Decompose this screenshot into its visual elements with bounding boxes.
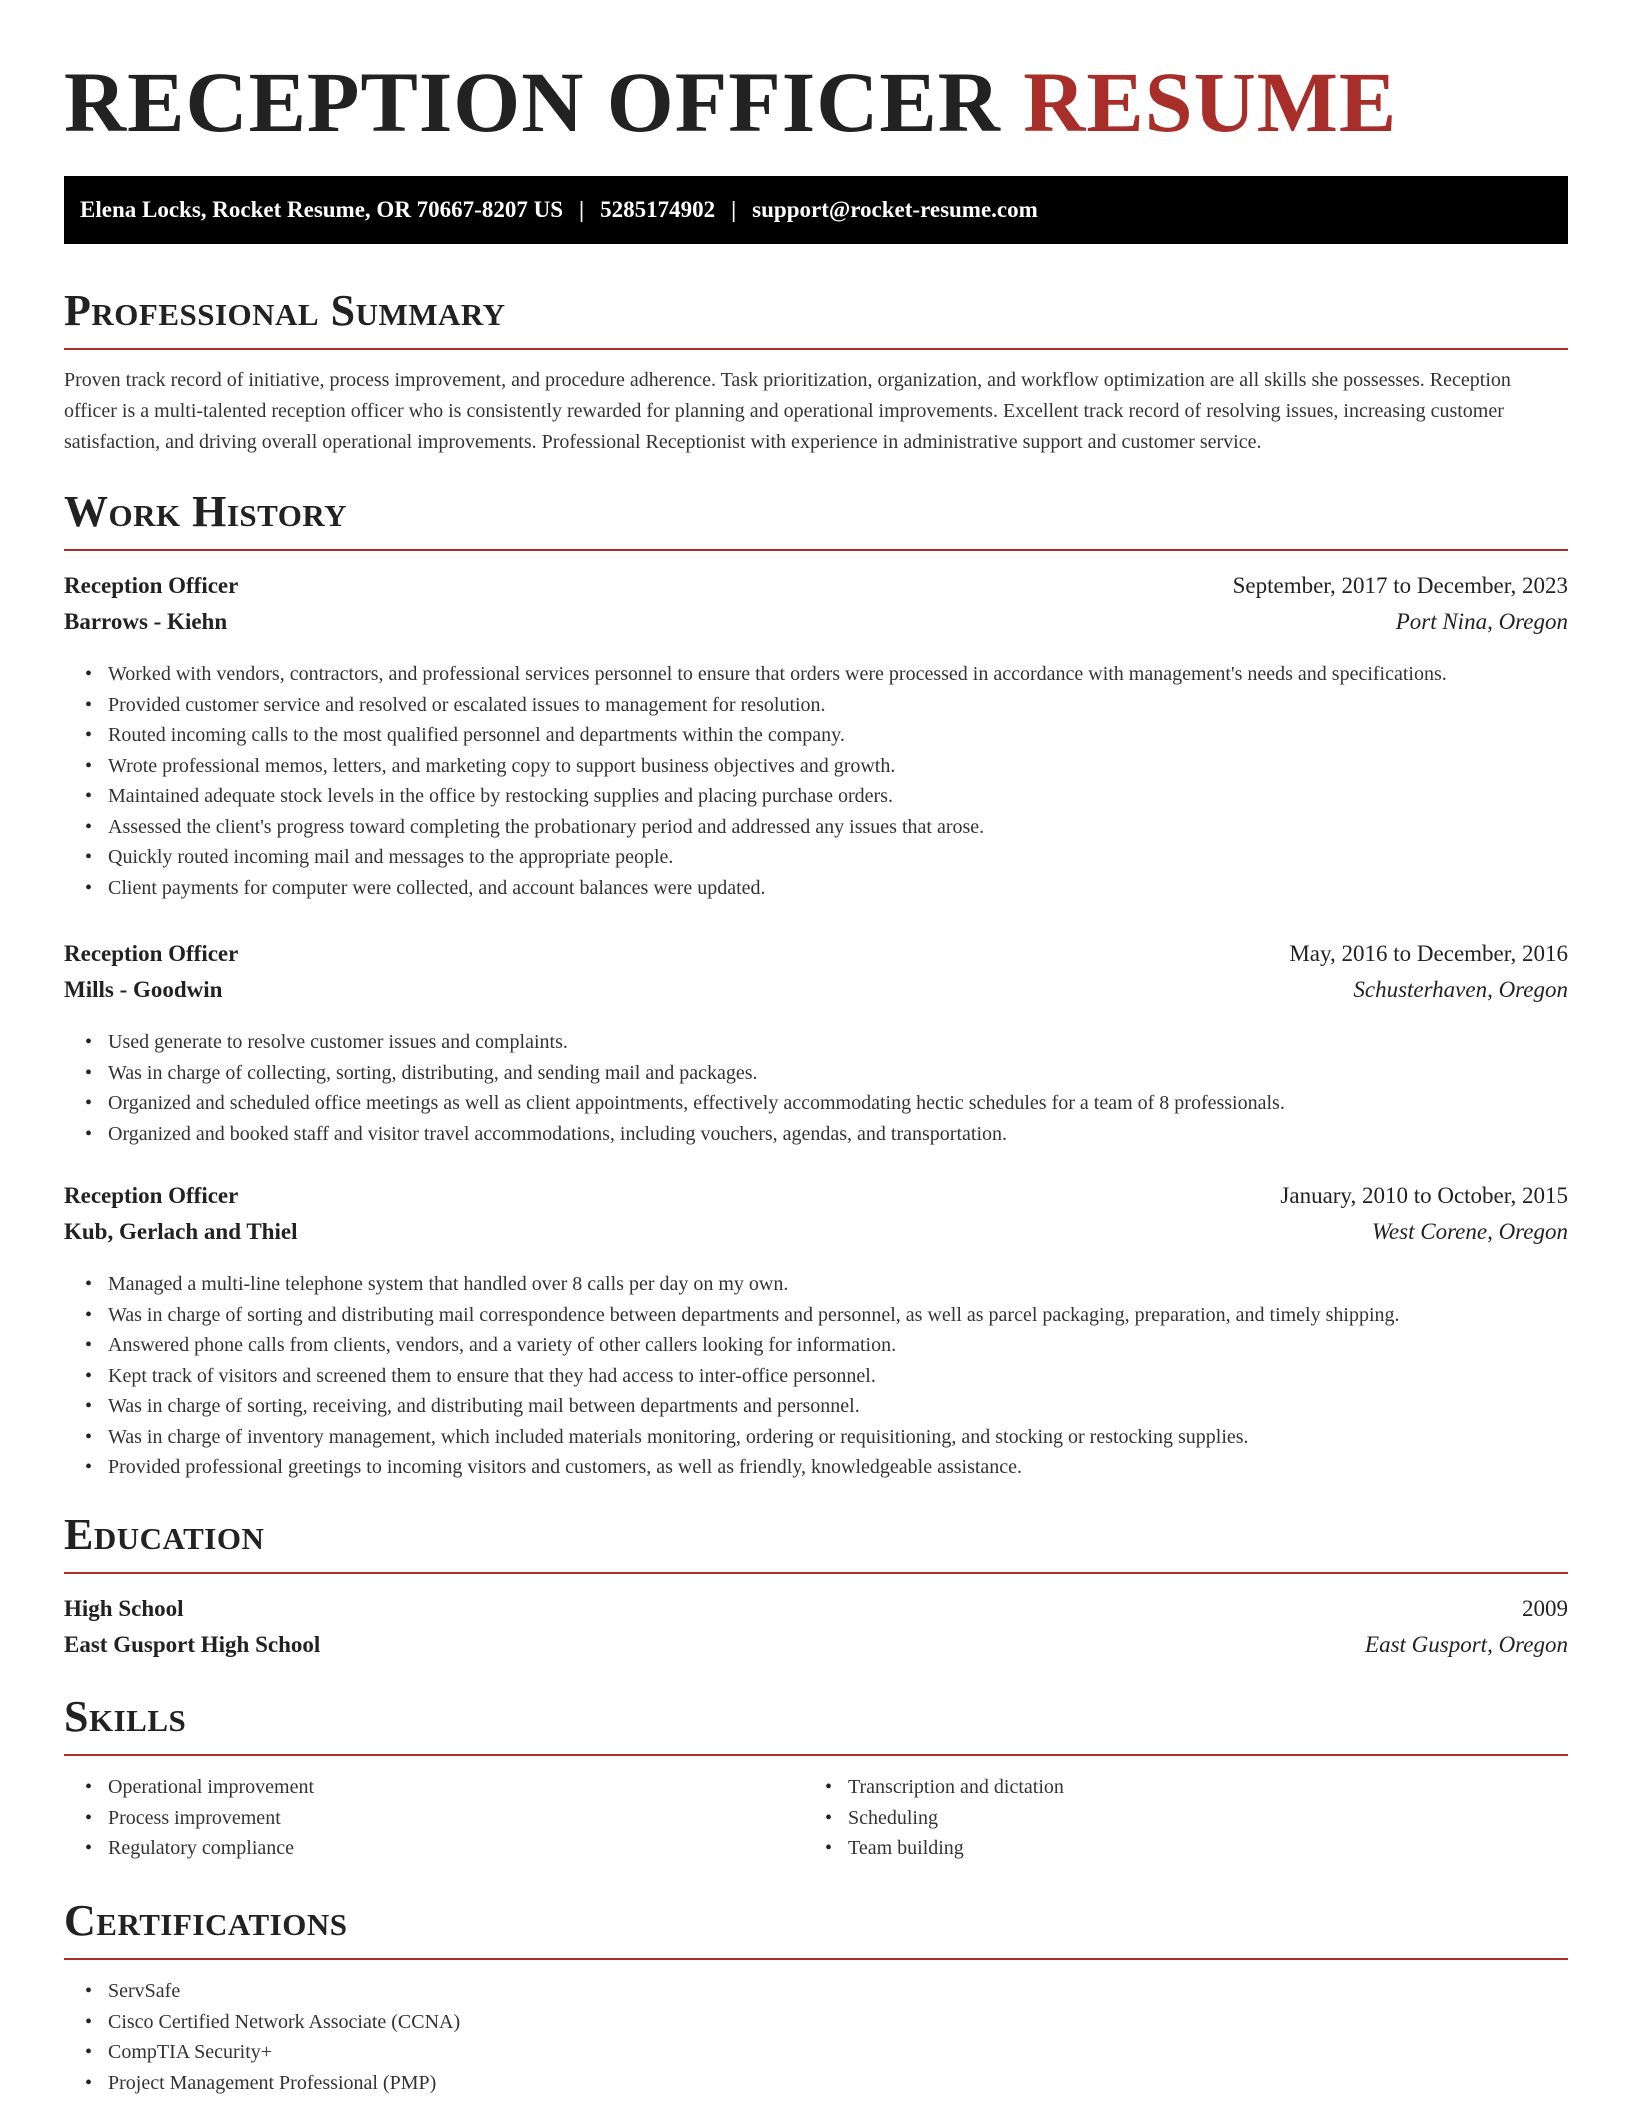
job-1-duties <box>64 659 1447 903</box>
education-heading: Education <box>64 1510 265 1559</box>
education-location: East Gusport, Oregon <box>1365 1632 1568 1657</box>
duty-item: • Managed a multi-line telephone system that handled over 8 calls per day on my own. <box>108 1269 1400 1300</box>
work-history-heading: Work History <box>64 487 348 536</box>
duty-item: • Organized and booked staff and visitor travel accommodations, including vouchers, agendas, and transportation. <box>108 1119 1285 1150</box>
certifications-list <box>64 1976 460 2098</box>
title-accent: RESUME <box>1023 54 1398 150</box>
duty-item: • Routed incoming calls to the most qualified personnel and departments within the company. <box>108 720 1447 751</box>
job-3-duties <box>64 1269 1400 1483</box>
duty-item: • Provided professional greetings to incoming visitors and customers, as well as friendly, knowledgeable assistance. <box>108 1452 1400 1483</box>
education-year: 2009 <box>1522 1596 1568 1621</box>
skill-item: • Operational improvement <box>108 1772 314 1803</box>
duty-item: • Used generate to resolve customer issues and complaints. <box>108 1027 1285 1058</box>
duty-item: • Quickly routed incoming mail and messages to the appropriate people. <box>108 842 1447 873</box>
education-school-row <box>64 1627 1568 1663</box>
summary-text: Proven track record of initiative, process improvement, and procedure adherence. Task prioritization, organization, and workflow optimization are all skills she possesses. Reception officer is a multi-talented reception officer who is consistently rewarded for planning and operational improvements. Excellent track record of resolving issues, increasing customer satisfaction, and driving overall operational improvements. Professional Receptionist with experience in administrative support and customer service. <box>64 369 1511 453</box>
job-location: West Corene, Oregon <box>1371 1219 1568 1244</box>
summary-heading: Professional Summary <box>64 286 506 335</box>
duty-item: • Was in charge of collecting, sorting, distributing, and sending mail and packages. <box>108 1058 1285 1089</box>
duty-item: • Client payments for computer were collected, and account balances were updated. <box>108 873 1447 904</box>
duty-item: • Kept track of visitors and screened them to ensure that they had access to inter-office personnel. <box>108 1361 1400 1392</box>
duty-item: • Worked with vendors, contractors, and professional services personnel to ensure that orders were processed in accordance with management's needs and specifications. <box>108 659 1447 690</box>
job-2-company-row <box>64 972 1568 1008</box>
job-title: Reception Officer <box>64 1183 239 1208</box>
skill-item: • Process improvement <box>108 1803 314 1834</box>
certification-item: • ServSafe <box>108 1976 460 2007</box>
duty-item: • Wrote professional memos, letters, and marketing copy to support business objectives and growth. <box>108 751 1447 782</box>
duty-item: • Answered phone calls from clients, vendors, and a variety of other callers looking for information. <box>108 1330 1400 1361</box>
certification-item: • Cisco Certified Network Associate (CCNA) <box>108 2007 460 2038</box>
duty-item: • Provided customer service and resolved or escalated issues to management for resolution. <box>108 690 1447 721</box>
job-title: Reception Officer <box>64 573 239 598</box>
job-company: Kub, Gerlach and Thiel <box>64 1219 298 1244</box>
certifications-divider <box>64 1958 1568 1960</box>
job-company: Barrows - Kiehn <box>64 609 228 634</box>
job-3-title-row <box>64 1178 1568 1214</box>
education-school: East Gusport High School <box>64 1632 321 1657</box>
contact-email: support@rocket-resume.com <box>752 197 1038 222</box>
job-3-company-row <box>64 1214 1568 1250</box>
contact-bar <box>64 176 1568 244</box>
job-dates: May, 2016 to December, 2016 <box>1289 941 1568 966</box>
skills-list-right <box>804 1772 1064 1864</box>
duty-item: • Maintained adequate stock levels in the office by restocking supplies and placing purchase orders. <box>108 781 1447 812</box>
skills-list-left <box>64 1772 314 1864</box>
education-degree: High School <box>64 1596 184 1621</box>
duty-item: • Was in charge of inventory management, which included materials monitoring, ordering or requisitioning, and stocking or restocking supplies. <box>108 1422 1400 1453</box>
job-dates: September, 2017 to December, 2023 <box>1232 573 1568 598</box>
resume-title <box>64 52 1397 152</box>
skill-item: • Scheduling <box>848 1803 1064 1834</box>
certifications-heading: Certifications <box>64 1896 348 1945</box>
skills-divider <box>64 1754 1568 1756</box>
skill-item: • Team building <box>848 1833 1064 1864</box>
job-location: Port Nina, Oregon <box>1395 609 1568 634</box>
education-divider <box>64 1572 1568 1574</box>
title-main: RECEPTION OFFICER <box>64 54 1001 150</box>
job-title: Reception Officer <box>64 941 239 966</box>
contact-separator: | <box>731 197 737 222</box>
job-dates: January, 2010 to October, 2015 <box>1280 1183 1568 1208</box>
skills-heading: Skills <box>64 1692 187 1741</box>
job-2-title-row <box>64 936 1568 972</box>
contact-phone: 5285174902 <box>600 197 716 222</box>
duty-item: • Was in charge of sorting and distributing mail correspondence between departments and personnel, as well as parcel packaging, preparation, and timely shipping. <box>108 1300 1400 1331</box>
summary-divider <box>64 348 1568 350</box>
job-2-duties <box>64 1027 1285 1149</box>
job-1-title-row <box>64 568 1568 604</box>
contact-name-address: Elena Locks, Rocket Resume, OR 70667-8207 US <box>80 197 563 222</box>
certification-item: • Project Management Professional (PMP) <box>108 2068 460 2099</box>
job-location: Schusterhaven, Oregon <box>1353 977 1568 1002</box>
job-1-company-row <box>64 604 1568 640</box>
certification-item: • CompTIA Security+ <box>108 2037 460 2068</box>
skill-item: • Regulatory compliance <box>108 1833 314 1864</box>
skill-item: • Transcription and dictation <box>848 1772 1064 1803</box>
contact-separator: | <box>579 197 585 222</box>
education-degree-row <box>64 1591 1568 1627</box>
duty-item: • Assessed the client's progress toward completing the probationary period and addressed any issues that arose. <box>108 812 1447 843</box>
duty-item: • Was in charge of sorting, receiving, and distributing mail between departments and personnel. <box>108 1391 1400 1422</box>
job-company: Mills - Goodwin <box>64 977 223 1002</box>
duty-item: • Organized and scheduled office meetings as well as client appointments, effectively accommodating hectic schedules for a team of 8 professionals. <box>108 1088 1285 1119</box>
work-history-divider <box>64 549 1568 551</box>
